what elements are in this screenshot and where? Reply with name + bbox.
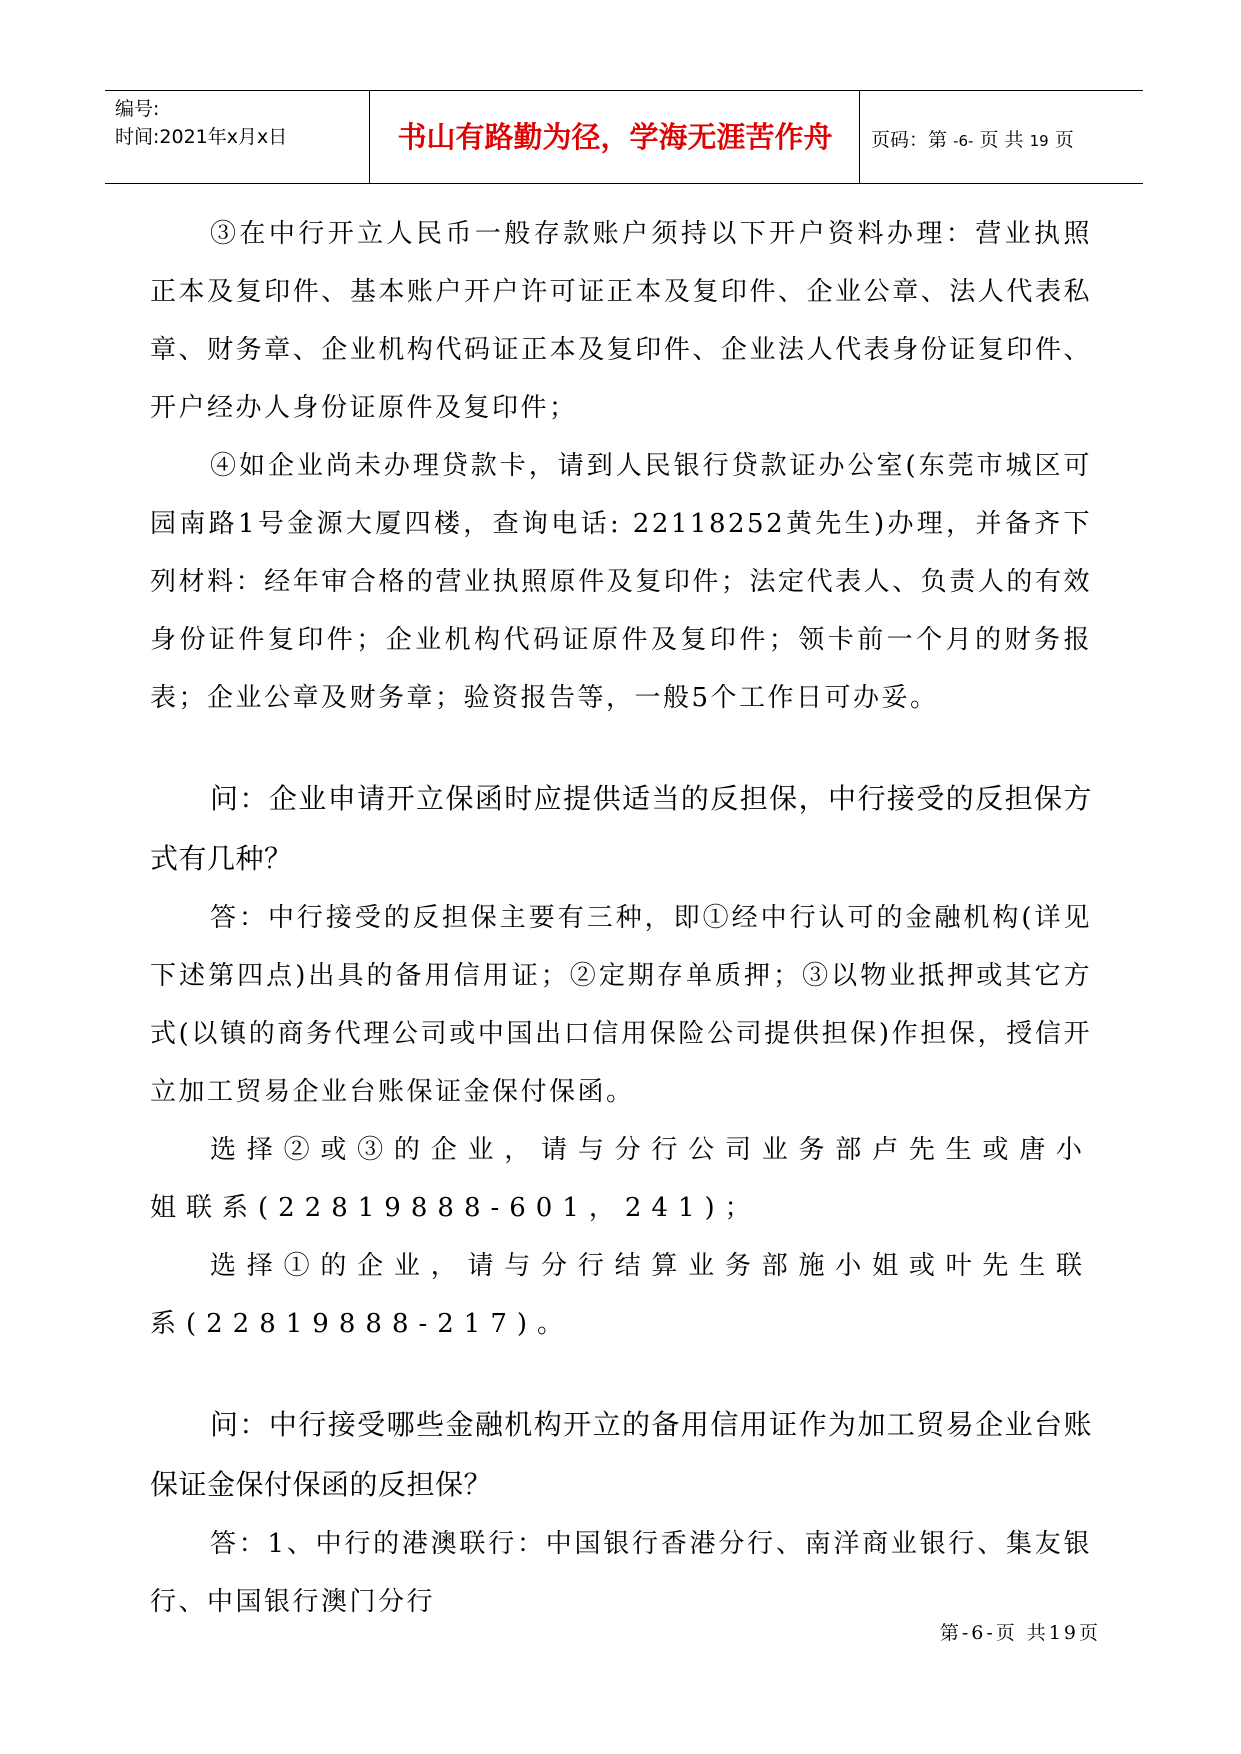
header-meta xyxy=(115,95,377,151)
paragraph-account-opening: ③在中行开立人民币一般存款账户须持以下开户资料办理：营业执照正本及复印件、基本账户开户许可证正本及复印件、企业公章、法人代表私章、财务章、企业机构代码证正本及复印件、企业法人代表身份证复印件、开户经办人身份证原件及复印件； xyxy=(150,219,1092,423)
header-page-number xyxy=(871,125,1074,152)
header-divider xyxy=(859,91,860,183)
header-motto: 书山有路勤为径，学海无涯苦作舟 xyxy=(397,120,833,154)
question-heading: 问：企业申请开立保函时应提供适当的反担保，中行接受的反担保方式有几种？ xyxy=(150,782,1092,875)
header-divider xyxy=(369,91,370,183)
answer-paragraph: 答：中行接受的反担保主要有三种，即①经中行认可的金融机构(详见下述第四点)出具的备用信用证；②定期存单质押；③以物业抵押或其它方式(以镇的商务代理公司或中国出口信用保险公司提供担保)作担保，授信开立加工贸易企业台账保证金保付保函。 xyxy=(150,903,1092,1107)
page-header xyxy=(105,90,1143,184)
page-number: -6- xyxy=(953,132,974,150)
document-number-label: 编号: xyxy=(115,98,160,120)
contact-paragraph: 选择②或③的企业，请与分行公司业务部卢先生或唐小姐联系(22819888-601，241)； xyxy=(150,1135,1092,1223)
answer-paragraph: 答：1、中行的港澳联行：中国银行香港分行、南洋商业银行、集友银行、中国银行澳门分行 xyxy=(150,1529,1092,1617)
page-prefix: 页码：第 xyxy=(871,129,948,151)
question-heading: 问：中行接受哪些金融机构开立的备用信用证作为加工贸易企业台账保证金保付保函的反担保？ xyxy=(150,1408,1092,1501)
document-time-label: 时间:2021年x月x日 xyxy=(115,126,288,148)
page-total: 19 xyxy=(1029,132,1049,150)
page-footer: 第-6-页 共19页 xyxy=(939,1622,1101,1644)
document-body xyxy=(150,205,1092,1631)
page-suffix: 页 xyxy=(1054,129,1074,151)
paragraph-loan-card: ④如企业尚未办理贷款卡，请到人民银行贷款证办公室(东莞市城区可园南路1号金源大厦四楼，查询电话: 22118252黄先生)办理，并备齐下列材料：经年审合格的营业执照原件及复印件；法定代表人、负责人的有效身份证件复印件；企业机构代码证原件及复印件；领卡前一个月的财务报表；企业公章及财务章；验资报告等，一般5个工作日可办妥。 xyxy=(150,451,1092,713)
page-mid: 页 共 xyxy=(979,129,1024,151)
contact-paragraph: 选择①的企业，请与分行结算业务部施小姐或叶先生联系(22819888-217)。 xyxy=(150,1251,1092,1339)
